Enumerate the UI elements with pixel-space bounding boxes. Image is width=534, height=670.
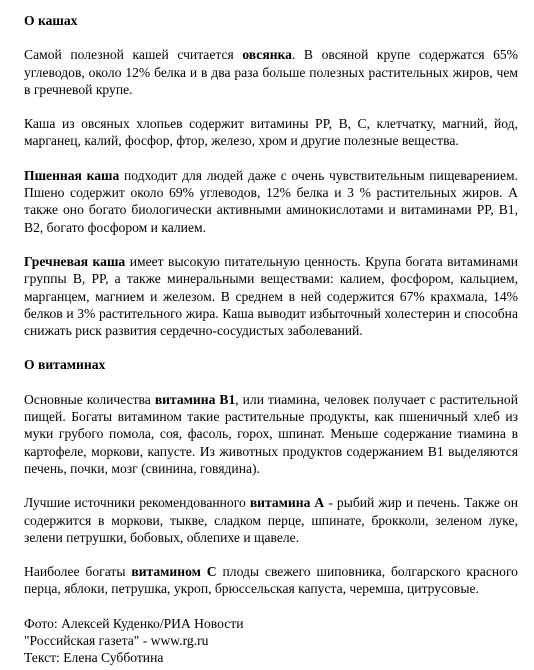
bold-term: витамином С <box>131 564 217 580</box>
section-heading-vitamins: О витаминах <box>24 357 106 373</box>
credits <box>24 615 518 667</box>
text: Наиболее богаты <box>24 564 132 580</box>
text: Основные количества <box>24 391 155 407</box>
paragraph-millet <box>24 167 518 236</box>
text: , или тиамина, человек получает с растительной пищей. Богаты витамином такие растительные продукты, как пшеничный хлеб из муки грубого помола, соя, фасоль, горох, шпинат. Меньше содержание тиамина в картофеле, моркови, капусте. Из животных продуктов содержанием B1 выделяются печень, почки, мозг (свинина, говядина). <box>24 391 518 476</box>
bold-term: витамина А <box>249 495 325 511</box>
text: плоды свежего шиповника, болгарского красного перца, яблоки, петрушка, укроп, брюссельская капуста, черемша, цитрусовые. <box>24 564 518 597</box>
bold-term: Гречневая каша <box>24 253 126 269</box>
source-credit: "Российская газета" - www.rg.ru <box>24 633 209 649</box>
text: . В овсяной крупе содержатся 65% углеводов, около 12% белка и в два раза больше полезных растительных жиров, чем в гречневой крупе. <box>24 47 518 97</box>
paragraph-oatmeal <box>24 46 518 98</box>
paragraph-buckwheat <box>24 253 518 339</box>
photo-credit: Фото: Алексей Куденко/РИА Новости <box>24 615 244 631</box>
bold-term: витамина В1 <box>154 391 236 407</box>
author-credit: Текст: Елена Субботина <box>24 650 164 666</box>
text: Самой полезной кашей считается <box>24 47 243 63</box>
paragraph-oat-flakes: Каша из овсяных хлопьев содержит витамины PP, B, C, клетчатку, магний, йод, марганец, калий, фосфор, фтор, железо, хром и другие полезные вещества. <box>24 116 518 149</box>
bold-term: овсянка <box>242 47 292 63</box>
section-heading-porridge: О кашах <box>24 13 78 28</box>
text: подходит для людей даже с очень чувствительным пищеварением. Пшено содержит около 69% углеводов, 12% белка и 3 % растительных жиров. А также оно богато биологически активными аминокислотами и витаминами PP, B1, B2, богато фосфором и калием. <box>24 167 519 235</box>
bold-term: Пшенная каша <box>24 167 120 183</box>
text: имеет высокую питательную ценность. Крупа богата витаминами группы B, PP, а также минеральными веществами: калием, фосфором, кальцием, марганцем, магнием и железом. В среднем в ней содержится 67% крахмала, 14% белков и 3% растительного жира. Каша выводит избыточный холестерин и способна снижать риск развития сердечно-сосудистых заболеваний. <box>24 253 518 339</box>
paragraph-vitamin-b1 <box>24 391 518 477</box>
text: - рыбий жир и печень. Также он содержится в моркови, тыкве, сладком перце, шпинате, брокколи, зеленом луке, зелени петрушки, бобовых, облепихе и щавеле. <box>24 495 518 545</box>
paragraph-vitamin-a <box>24 494 518 546</box>
paragraph-vitamin-c <box>24 563 518 598</box>
text: Лучшие источники рекомендованного <box>24 495 250 511</box>
